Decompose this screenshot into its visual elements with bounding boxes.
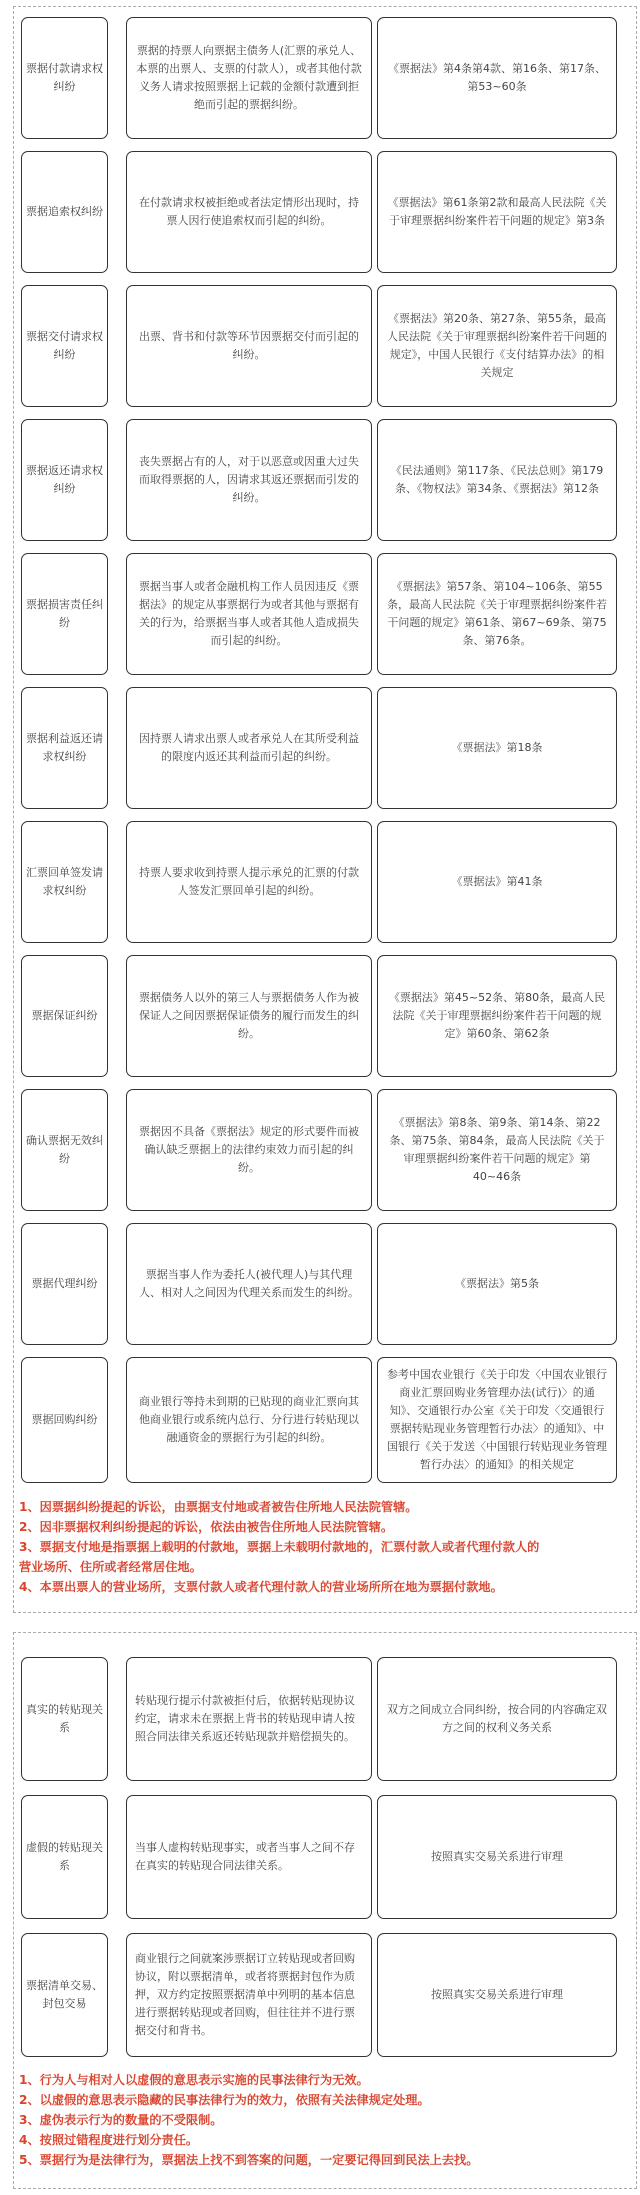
table-row bbox=[14, 1357, 636, 1483]
table-row bbox=[14, 1657, 636, 1781]
note-line: 1、行为人与相对人以虚假的意思表示实施的民事法律行为无效。 bbox=[19, 2073, 369, 2087]
legal-basis-cell: 《民法通则》第117条、《民法总则》第179条、《物权法》第34条、《票据法》第12条 bbox=[377, 419, 617, 541]
dispute-type-cell: 票据保证纠纷 bbox=[21, 955, 108, 1077]
section-rediscount-disputes bbox=[13, 1632, 637, 2189]
dispute-type-cell: 票据代理纠纷 bbox=[21, 1223, 108, 1345]
relation-desc-cell: 当事人虚构转贴现事实，或者当事人之间不存在真实的转贴现合同法律关系。 bbox=[126, 1795, 372, 1919]
handling-cell: 双方之间成立合同纠纷，按合同的内容确定双方之间的权利义务关系 bbox=[377, 1657, 617, 1781]
legal-basis-cell: 《票据法》第18条 bbox=[377, 687, 617, 809]
note-line: 1、因票据纠纷提起的诉讼，由票据支付地或者被告住所地人民法院管辖。 bbox=[19, 1500, 418, 1514]
table-row bbox=[14, 151, 636, 273]
table-row bbox=[14, 1089, 636, 1211]
legal-basis-cell: 《票据法》第20条、第27条、第55条，最高人民法院《关于审理票据纠纷案件若干问题的规定》，中国人民银行《支付结算办法》的相关规定 bbox=[377, 285, 617, 407]
dispute-desc-cell: 持票人要求收到持票人提示承兑的汇票的付款人签发汇票回单引起的纠纷。 bbox=[126, 821, 372, 943]
dispute-type-cell: 票据追索权纠纷 bbox=[21, 151, 108, 273]
dispute-type-cell: 票据损害责任纠纷 bbox=[21, 553, 108, 675]
legal-basis-cell: 参考中国农业银行《关于印发〈中国农业银行商业汇票回购业务管理办法(试行)〉的通知》、交通银行办公室《关于印发〈交通银行票据转贴现业务管理暂行办法〉的通知》、中国银行《关于发送〈中国银行转贴现业务管理暂行办法〉的通知》的相关规定 bbox=[377, 1357, 617, 1483]
note-line: 4、本票出票人的营业场所，支票付款人或者代理付款人的营业场所所在地为票据付款地。 bbox=[19, 1580, 503, 1594]
note-line: 2、以虚假的意思表示隐藏的民事法律行为的效力，依照有关法律规定处理。 bbox=[19, 2093, 430, 2107]
legal-basis-cell: 《票据法》第41条 bbox=[377, 821, 617, 943]
relation-type-cell: 票据清单交易、封包交易 bbox=[21, 1933, 108, 2057]
legal-basis-cell: 《票据法》第5条 bbox=[377, 1223, 617, 1345]
table-row bbox=[14, 1933, 636, 2057]
table-row bbox=[14, 687, 636, 809]
relation-type-cell: 真实的转贴现关系 bbox=[21, 1657, 108, 1781]
dispute-desc-cell: 票据当事人或者金融机构工作人员因违反《票据法》的规定从事票据行为或者其他与票据有关的行为，给票据当事人或者其他人造成损失而引起的纠纷。 bbox=[126, 553, 372, 675]
table-row bbox=[14, 955, 636, 1077]
legal-basis-cell: 《票据法》第8条、第9条、第14条、第22条、第75条、第84条，最高人民法院《关于审理票据纠纷案件若干问题的规定》第40~46条 bbox=[377, 1089, 617, 1211]
table-row bbox=[14, 821, 636, 943]
dispute-desc-cell: 票据的持票人向票据主债务人(汇票的承兑人、本票的出票人、支票的付款人），或者其他付款义务人请求按照票据上记载的金额付款遭到拒绝而引起的票据纠纷。 bbox=[126, 17, 372, 139]
dispute-desc-cell: 票据当事人作为委托人(被代理人)与其代理人、相对人之间因为代理关系而发生的纠纷。 bbox=[126, 1223, 372, 1345]
relation-type-cell: 虚假的转贴现关系 bbox=[21, 1795, 108, 1919]
table-row bbox=[14, 17, 636, 139]
dispute-type-cell: 票据回购纠纷 bbox=[21, 1357, 108, 1483]
table-row bbox=[14, 553, 636, 675]
dispute-type-cell: 票据交付请求权纠纷 bbox=[21, 285, 108, 407]
note-line: 3、票据支付地是指票据上载明的付款地，票据上未载明付款地的，汇票付款人或者代理付款人的 bbox=[19, 1540, 540, 1554]
section-bill-disputes bbox=[13, 6, 637, 1613]
note-line: 2、因非票据权利纠纷提起的诉讼，依法由被告住所地人民法院管辖。 bbox=[19, 1520, 394, 1534]
dispute-type-cell: 确认票据无效纠纷 bbox=[21, 1089, 108, 1211]
table-row bbox=[14, 285, 636, 407]
dispute-desc-cell: 因持票人请求出票人或者承兑人在其所受利益的限度内返还其利益而引起的纠纷。 bbox=[126, 687, 372, 809]
dispute-type-cell: 票据利益返还请求权纠纷 bbox=[21, 687, 108, 809]
legal-basis-cell: 《票据法》第57条、第104~106条、第55条，最高人民法院《关于审理票据纠纷案件若干问题的规定》第61条、第67~69条、第75条、第76条。 bbox=[377, 553, 617, 675]
dispute-desc-cell: 在付款请求权被拒绝或者法定情形出现时，持票人因行使追索权而引起的纠纷。 bbox=[126, 151, 372, 273]
dispute-type-cell: 票据付款请求权纠纷 bbox=[21, 17, 108, 139]
dispute-desc-cell: 票据债务人以外的第三人与票据债务人作为被保证人之间因票据保证债务的履行而发生的纠纷。 bbox=[126, 955, 372, 1077]
principle-notes bbox=[19, 2070, 632, 2170]
relation-desc-cell: 转贴现行提示付款被拒付后，依据转贴现协议约定，请求未在票据上背书的转贴现申请人按照合同法律关系返还转贴现款并赔偿损失的。 bbox=[126, 1657, 372, 1781]
table-row bbox=[14, 1795, 636, 1919]
table-row bbox=[14, 419, 636, 541]
note-line: 4、按照过错程度进行划分责任。 bbox=[19, 2133, 199, 2147]
dispute-type-cell: 汇票回单签发请求权纠纷 bbox=[21, 821, 108, 943]
legal-basis-cell: 《票据法》第4条第4款、第16条、第17条、第53~60条 bbox=[377, 17, 617, 139]
dispute-desc-cell: 出票、背书和付款等环节因票据交付而引起的纠纷。 bbox=[126, 285, 372, 407]
note-line: 5、票据行为是法律行为，票据法上找不到答案的问题，一定要记得回到民法上去找。 bbox=[19, 2153, 479, 2167]
relation-desc-cell: 商业银行之间就案涉票据订立转贴现或者回购协议，附以票据清单，或者将票据封包作为质押，双方约定按照票据清单中列明的基本信息进行票据转贴现或者回购，但往往并不进行票据交付和背书。 bbox=[126, 1933, 372, 2057]
legal-basis-cell: 《票据法》第61条第2款和最高人民法院《关于审理票据纠纷案件若干问题的规定》第3条 bbox=[377, 151, 617, 273]
handling-cell: 按照真实交易关系进行审理 bbox=[377, 1933, 617, 2057]
jurisdiction-notes bbox=[19, 1497, 632, 1597]
table-row bbox=[14, 1223, 636, 1345]
dispute-desc-cell: 商业银行等持未到期的已贴现的商业汇票向其他商业银行或系统内总行、分行进行转贴现以融通资金的票据行为引起的纠纷。 bbox=[126, 1357, 372, 1483]
dispute-desc-cell: 丧失票据占有的人，对于以恶意或因重大过失而取得票据的人，因请求其返还票据而引发的纠纷。 bbox=[126, 419, 372, 541]
note-line: 营业场所、住所或者经常居住地。 bbox=[19, 1560, 202, 1574]
legal-basis-cell: 《票据法》第45~52条、第80条，最高人民法院《关于审理票据纠纷案件若干问题的规定》第60条、第62条 bbox=[377, 955, 617, 1077]
dispute-desc-cell: 票据因不具备《票据法》规定的形式要件而被确认缺乏票据上的法律约束效力而引起的纠纷。 bbox=[126, 1089, 372, 1211]
note-line: 3、虚伪表示行为的数量的不受限制。 bbox=[19, 2113, 223, 2127]
dispute-type-cell: 票据返还请求权纠纷 bbox=[21, 419, 108, 541]
handling-cell: 按照真实交易关系进行审理 bbox=[377, 1795, 617, 1919]
